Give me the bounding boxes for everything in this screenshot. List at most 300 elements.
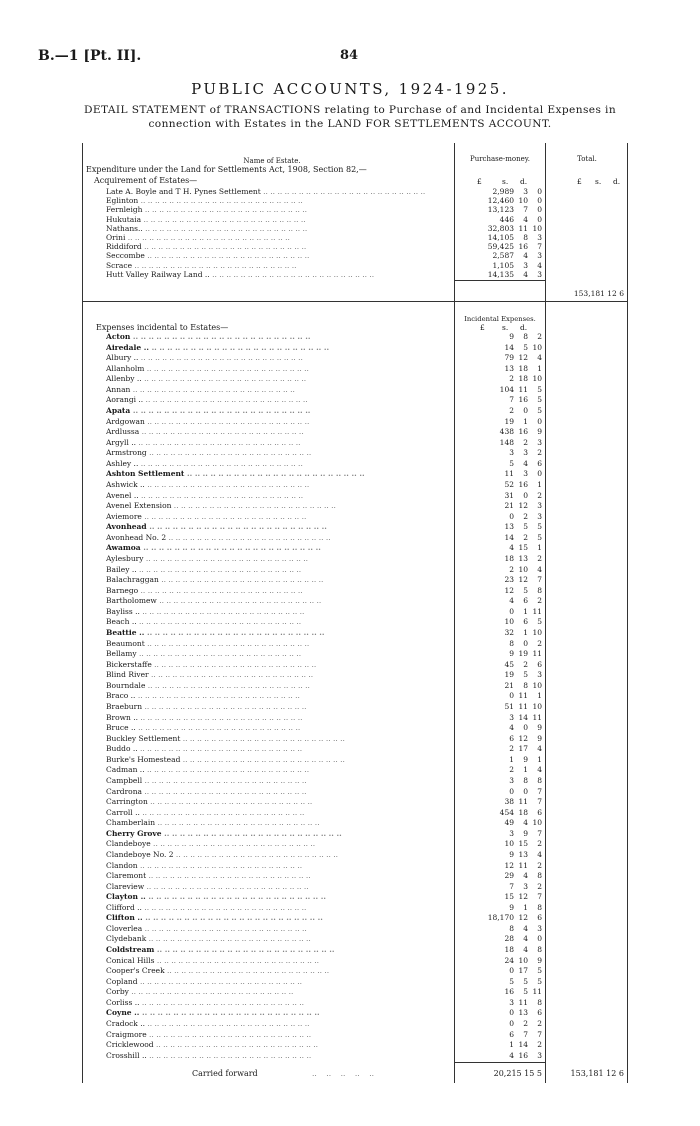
estate-row	[82, 459, 628, 468]
amount-pence: 5	[537, 522, 542, 532]
page-title: PUBLIC ACCOUNTS, 1924-1925.	[191, 80, 509, 98]
amount-pence: 6	[537, 913, 542, 923]
estate-name: Late A. Boyle and T H. Pynes Settlement ..	[106, 187, 446, 196]
estate-name: Avonhead ..	[106, 522, 446, 531]
estate-name: Conical Hills ..	[106, 956, 446, 965]
amount-pence: 9	[537, 427, 542, 437]
statement-table	[82, 143, 628, 1083]
estate-name: Cherry Grove ..	[106, 829, 446, 838]
amount-pence: 1	[537, 691, 542, 701]
amount-pence: 9	[537, 955, 542, 965]
section1-heading: Expenditure under the Land for Settlements Act, 1908, Section 82,—	[86, 165, 367, 174]
amount-pence: 8	[537, 945, 542, 955]
carried-forward-subtotal	[458, 1069, 542, 1078]
amount-pounds: 438	[499, 427, 514, 437]
amount-shillings: 1	[523, 416, 528, 426]
amount-shillings: 12	[518, 892, 528, 902]
estate-name: Argyll .. ..	[106, 438, 446, 447]
amount-pounds: 4	[509, 543, 514, 553]
amount-shillings: 15	[518, 543, 528, 553]
amount-pounds: 12	[504, 860, 514, 870]
estate-name: Awamoa ..	[106, 543, 446, 552]
amount-shillings: 11	[518, 223, 528, 233]
estate-name: Craigmore ..	[106, 1030, 446, 1039]
amount-shillings: 16	[518, 479, 528, 489]
amount-shillings: 15	[518, 839, 528, 849]
estate-row	[82, 242, 628, 251]
amount-pence: 7	[537, 892, 542, 902]
estate-row	[82, 956, 628, 965]
amount-pence: 7	[537, 575, 542, 585]
estate-row	[82, 765, 628, 774]
amount-pence: 4	[537, 765, 542, 775]
estate-row	[82, 861, 628, 870]
amount-pounds: 18	[504, 553, 514, 563]
estate-name: Braeburn ..	[106, 702, 446, 711]
amount-pence: 7	[537, 1029, 542, 1039]
amount-shillings: 5	[523, 987, 528, 997]
amount-pounds: 8	[509, 638, 514, 648]
inc-lsd-shilling: s.	[502, 323, 509, 332]
estate-row	[82, 966, 628, 975]
estate-row	[82, 628, 628, 637]
estate-name: Cooper's Creek ..	[106, 966, 446, 975]
amount-pounds: 18	[504, 945, 514, 955]
estate-name: Ardgowan ..	[106, 417, 446, 426]
amount-shillings: 18	[518, 374, 528, 384]
amount-pounds: 3	[509, 828, 514, 838]
amount-pounds: 0	[509, 966, 514, 976]
amount-shillings: 11	[518, 997, 528, 1007]
amount-pounds: 16	[504, 987, 514, 997]
amount-pence: 10	[532, 374, 542, 384]
estate-row	[82, 808, 628, 817]
estate-name: Clandeboye ..	[106, 839, 446, 848]
amount-shillings: 11	[518, 860, 528, 870]
estate-name: Beach .. ..	[106, 617, 446, 626]
estate-name: Nathans.. ..	[106, 224, 446, 233]
estate-row	[82, 998, 628, 1007]
amount-shillings: 1	[523, 902, 528, 912]
estate-name: Coyne .. ..	[106, 1008, 446, 1017]
amount-shillings: 5	[523, 585, 528, 595]
amount-pounds: 0	[509, 786, 514, 796]
estate-name: Cloverlea ..	[106, 924, 446, 933]
amount-pence: 7	[537, 786, 542, 796]
estate-row	[82, 734, 628, 743]
estate-row	[82, 977, 628, 986]
estate-name: Coldstream ..	[106, 945, 446, 954]
carried-forward-label: Carried forward	[192, 1069, 258, 1078]
estate-name: Ashwick .. ..	[106, 480, 446, 489]
amount-pounds: 5	[509, 976, 514, 986]
estate-row	[82, 417, 628, 426]
estate-row	[82, 491, 628, 500]
amount-pounds: 2	[509, 374, 514, 384]
amount-pence: 1	[537, 543, 542, 553]
detail-line-1: DETAIL STATEMENT of TRANSACTIONS relating to Purchase of and Incidental Expenses in	[83, 104, 617, 116]
amount-pence: 0	[537, 187, 542, 196]
amount-pence: 8	[537, 902, 542, 912]
estate-name: Corliss .. ..	[106, 998, 446, 1007]
estate-name: Clifford .. ..	[106, 903, 446, 912]
estate-name: Orini ..	[106, 233, 446, 242]
amount-pounds: 29	[504, 871, 514, 881]
estate-row	[82, 1019, 628, 1028]
estate-row	[82, 364, 628, 373]
estate-name: Buddo .. ..	[106, 744, 446, 753]
estate-row	[82, 850, 628, 859]
amount-pounds: 4	[509, 596, 514, 606]
section1-total-s: 12	[607, 289, 617, 298]
amount-shillings: 11	[518, 797, 528, 807]
amount-pence: 7	[537, 242, 542, 252]
estate-name: Fernleigh ..	[106, 205, 446, 214]
amount-pence: 10	[532, 701, 542, 711]
amount-pounds: 21	[504, 501, 514, 511]
amount-pounds: 2	[509, 765, 514, 775]
amount-shillings: 12	[518, 733, 528, 743]
amount-shillings: 4	[523, 934, 528, 944]
estate-row	[82, 713, 628, 722]
amount-shillings: 13	[518, 553, 528, 563]
estate-row	[82, 839, 628, 848]
amount-shillings: 4	[523, 871, 528, 881]
amount-pounds: 19	[504, 416, 514, 426]
estate-name: Clandeboye No. 2 ..	[106, 850, 446, 859]
amount-shillings: 3	[523, 881, 528, 891]
estate-name: Copland ..	[106, 977, 446, 986]
amount-pence: 8	[537, 997, 542, 1007]
estate-name: Airedale .. ..	[106, 343, 446, 352]
amount-pounds: 31	[504, 490, 514, 500]
rule-sub2	[454, 1062, 545, 1063]
amount-pounds: 18,170	[487, 913, 514, 923]
lsd-shilling: s.	[502, 177, 509, 186]
amount-pounds: 3	[509, 775, 514, 785]
amount-shillings: 4	[523, 923, 528, 933]
amount-pounds: 23	[504, 575, 514, 585]
amount-pounds: 12	[504, 585, 514, 595]
amount-shillings: 2	[523, 437, 528, 447]
estate-name: Avenel Extension ..	[106, 501, 446, 510]
estate-name: Riddiford ..	[106, 242, 446, 251]
amount-pence: 10	[532, 680, 542, 690]
detail-statement	[60, 103, 640, 131]
estate-row	[82, 691, 628, 700]
amount-pence: 4	[537, 353, 542, 363]
amount-pounds: 5	[509, 458, 514, 468]
estate-name: Clayton .. ..	[106, 892, 446, 901]
amount-pounds: 21	[504, 680, 514, 690]
section1-total	[552, 289, 624, 298]
estate-row	[82, 586, 628, 595]
estate-row	[82, 406, 628, 415]
amount-shillings: 8	[523, 332, 528, 341]
estate-name: Blind River ..	[106, 670, 446, 679]
estate-name: Barnego ..	[106, 586, 446, 595]
amount-pence: 6	[537, 807, 542, 817]
amount-pence: 10	[532, 818, 542, 828]
estate-row	[82, 261, 628, 270]
amount-pounds: 148	[499, 437, 514, 447]
amount-pounds: 3	[509, 448, 514, 458]
estate-name: Claremont ..	[106, 871, 446, 880]
amount-shillings: 8	[523, 775, 528, 785]
amount-pounds: 12,460	[487, 196, 514, 206]
amount-pounds: 446	[499, 214, 514, 224]
cf-total-s: 12	[606, 1069, 617, 1078]
estate-name: Bartholomew ..	[106, 596, 446, 605]
estate-row	[82, 575, 628, 584]
amount-pence: 2	[537, 553, 542, 563]
amount-pence: 3	[537, 923, 542, 933]
amount-shillings: 1	[523, 765, 528, 775]
estate-name: Brown .. ..	[106, 713, 446, 722]
amount-pounds: 32,803	[487, 223, 514, 233]
amount-shillings: 2	[523, 659, 528, 669]
amount-pence: 5	[537, 966, 542, 976]
amount-pounds: 9	[509, 649, 514, 659]
amount-pence: 5	[537, 405, 542, 415]
amount-pounds: 3	[509, 712, 514, 722]
total-lsd-shilling: s.	[595, 177, 602, 186]
amount-pence: 4	[537, 260, 542, 270]
amount-pounds: 38	[504, 797, 514, 807]
amount-shillings: 5	[523, 522, 528, 532]
estate-name: Corby ..	[106, 987, 446, 996]
amount-pence: 0	[537, 469, 542, 479]
amount-pence: 9	[537, 733, 542, 743]
estate-row	[82, 1008, 628, 1017]
amount-pence: 4	[537, 849, 542, 859]
amount-shillings: 11	[518, 691, 528, 701]
amount-pence: 6	[537, 659, 542, 669]
estate-name: Buckley Settlement ..	[106, 734, 446, 743]
amount-shillings: 7	[523, 205, 528, 215]
rule-sub1	[454, 280, 545, 281]
amount-shillings: 16	[518, 427, 528, 437]
amount-shillings: 7	[523, 1029, 528, 1039]
amount-shillings: 13	[518, 849, 528, 859]
estate-name: Balachraggan ..	[106, 575, 446, 584]
estate-name: Scrace ..	[106, 261, 446, 270]
cf-sub-s: 15	[524, 1069, 535, 1078]
amount-shillings: 17	[518, 744, 528, 754]
estate-row	[82, 702, 628, 711]
estate-row	[82, 818, 628, 827]
amount-pence: 8	[537, 871, 542, 881]
estate-name: Aorangi .. ..	[106, 395, 446, 404]
amount-pounds: 0	[509, 691, 514, 701]
estate-name: Clydebank ..	[106, 934, 446, 943]
cf-sub-d: 5	[536, 1069, 542, 1078]
amount-pounds: 1,105	[492, 260, 514, 270]
estate-row	[82, 480, 628, 489]
section1-total-d: 6	[619, 289, 624, 298]
amount-shillings: 3	[523, 187, 528, 196]
amount-pounds: 8	[509, 923, 514, 933]
amount-pence: 11	[532, 606, 542, 616]
amount-pounds: 104	[499, 384, 514, 394]
amount-pence: 3	[537, 233, 542, 242]
amount-shillings: 5	[523, 342, 528, 352]
estate-row	[82, 607, 628, 616]
estate-row	[82, 924, 628, 933]
amount-pounds: 14	[504, 532, 514, 542]
amount-shillings: 17	[518, 966, 528, 976]
amount-pence: 2	[537, 1019, 542, 1029]
amount-shillings: 0	[523, 638, 528, 648]
estate-name: Beattie .. ..	[106, 628, 446, 637]
amount-pence: 3	[537, 251, 542, 261]
estate-row	[82, 723, 628, 732]
amount-pence: 2	[537, 638, 542, 648]
amount-pence: 7	[537, 828, 542, 838]
amount-pence: 0	[537, 205, 542, 215]
estate-name: Clareview ..	[106, 882, 446, 891]
estate-name: Carrington ..	[106, 797, 446, 806]
amount-pounds: 32	[504, 627, 514, 637]
estate-name: Ardlussa ..	[106, 427, 446, 436]
estate-name: Ashley .. ..	[106, 459, 446, 468]
amount-pence: 11	[532, 712, 542, 722]
inc-lsd-pound: £	[480, 323, 485, 332]
amount-shillings: 12	[518, 501, 528, 511]
estate-row	[82, 596, 628, 605]
amount-pence: 10	[532, 223, 542, 233]
amount-shillings: 1	[523, 606, 528, 616]
estate-row	[82, 649, 628, 658]
inc-lsd-pence: d.	[520, 323, 528, 332]
section2-heading: Expenses incidental to Estates—	[96, 323, 229, 332]
amount-pence: 10	[532, 627, 542, 637]
amount-pence: 3	[537, 269, 542, 279]
amount-shillings: 9	[523, 828, 528, 838]
amount-shillings: 6	[523, 617, 528, 627]
amount-pounds: 11	[504, 469, 514, 479]
amount-pounds: 24	[504, 955, 514, 965]
amount-shillings: 0	[523, 405, 528, 415]
estate-name: Carroll .. ..	[106, 808, 446, 817]
amount-pounds: 49	[504, 818, 514, 828]
amount-pounds: 59,425	[487, 242, 514, 252]
amount-shillings: 2	[523, 532, 528, 542]
estate-row	[82, 543, 628, 552]
amount-pounds: 2	[509, 744, 514, 754]
detail-line-2: connection with Estates in the LAND FOR SETTLEMENTS ACCOUNT.	[148, 118, 552, 130]
estate-row	[82, 374, 628, 383]
total-lsd-pound: £	[577, 177, 582, 186]
estate-name: Hukutaia ..	[106, 215, 446, 224]
estate-name: Aviemore ..	[106, 512, 446, 521]
estate-row	[82, 469, 628, 478]
amount-shillings: 6	[523, 596, 528, 606]
amount-shillings: 3	[523, 260, 528, 270]
amount-pence: 7	[537, 797, 542, 807]
amount-shillings: 18	[518, 807, 528, 817]
amount-pounds: 0	[509, 1019, 514, 1029]
estate-name: Ashton Settlement ..	[106, 469, 446, 478]
amount-pence: 11	[532, 649, 542, 659]
amount-shillings: 11	[518, 701, 528, 711]
estate-row	[82, 787, 628, 796]
amount-pence: 0	[537, 196, 542, 206]
amount-pence: 1	[537, 363, 542, 373]
estate-row	[82, 744, 628, 753]
amount-pounds: 14,135	[487, 269, 514, 279]
amount-pounds: 9	[509, 849, 514, 859]
estate-row	[82, 829, 628, 838]
col-incidental-heading: Incidental Expenses.	[464, 315, 536, 323]
estate-row	[82, 251, 628, 260]
estate-name: Crosshill .. ..	[106, 1051, 446, 1060]
estate-row	[82, 353, 628, 362]
amount-pounds: 1	[509, 1040, 514, 1050]
amount-pence: 10	[532, 342, 542, 352]
amount-shillings: 10	[518, 955, 528, 965]
amount-shillings: 10	[518, 564, 528, 574]
amount-shillings: 4	[523, 818, 528, 828]
estate-row	[82, 438, 628, 447]
amount-shillings: 4	[523, 269, 528, 279]
amount-shillings: 0	[523, 723, 528, 733]
estate-row	[82, 1030, 628, 1039]
amount-pence: 2	[537, 332, 542, 341]
estate-name: Clandon ..	[106, 861, 446, 870]
page-ref: B.—1 [Pt. II].	[38, 48, 142, 64]
estate-name: Aylesbury ..	[106, 554, 446, 563]
page-number: 84	[340, 48, 359, 63]
col-name-heading: Name of Estate.	[243, 157, 301, 165]
amount-pounds: 3	[509, 997, 514, 1007]
total-lsd-pence: d.	[613, 177, 621, 186]
estate-row	[82, 332, 628, 341]
estate-row	[82, 1040, 628, 1049]
col-purchase-heading: Purchase-money.	[469, 155, 531, 163]
estate-name: Burke's Homestead ..	[106, 755, 446, 764]
amount-pounds: 2,587	[492, 251, 514, 261]
amount-pence: 4	[537, 744, 542, 754]
amount-shillings: 4	[523, 251, 528, 261]
amount-shillings: 8	[523, 233, 528, 242]
amount-shillings: 4	[523, 214, 528, 224]
amount-pounds: 0	[509, 1008, 514, 1018]
amount-shillings: 12	[518, 575, 528, 585]
estate-row	[82, 343, 628, 352]
amount-pence: 2	[537, 448, 542, 458]
estate-name: Cricklewood ..	[106, 1040, 446, 1049]
amount-pence: 5	[537, 384, 542, 394]
amount-pence: 2	[537, 860, 542, 870]
estate-name: Bourndale ..	[106, 681, 446, 690]
amount-pounds: 0	[509, 606, 514, 616]
amount-shillings: 4	[523, 945, 528, 955]
section1-total-l: 153,181	[573, 289, 605, 298]
amount-shillings: 14	[518, 1040, 528, 1050]
amount-pounds: 14	[504, 342, 514, 352]
amount-pence: 3	[537, 670, 542, 680]
estate-name: Annan ..	[106, 385, 446, 394]
estate-row	[82, 224, 628, 233]
estate-row	[82, 882, 628, 891]
estate-row	[82, 871, 628, 880]
amount-pence: 5	[537, 976, 542, 986]
section1-subheading: Acquirement of Estates—	[94, 176, 198, 185]
amount-pounds: 10	[504, 617, 514, 627]
amount-pence: 8	[537, 775, 542, 785]
lsd-pence: d.	[520, 177, 528, 186]
